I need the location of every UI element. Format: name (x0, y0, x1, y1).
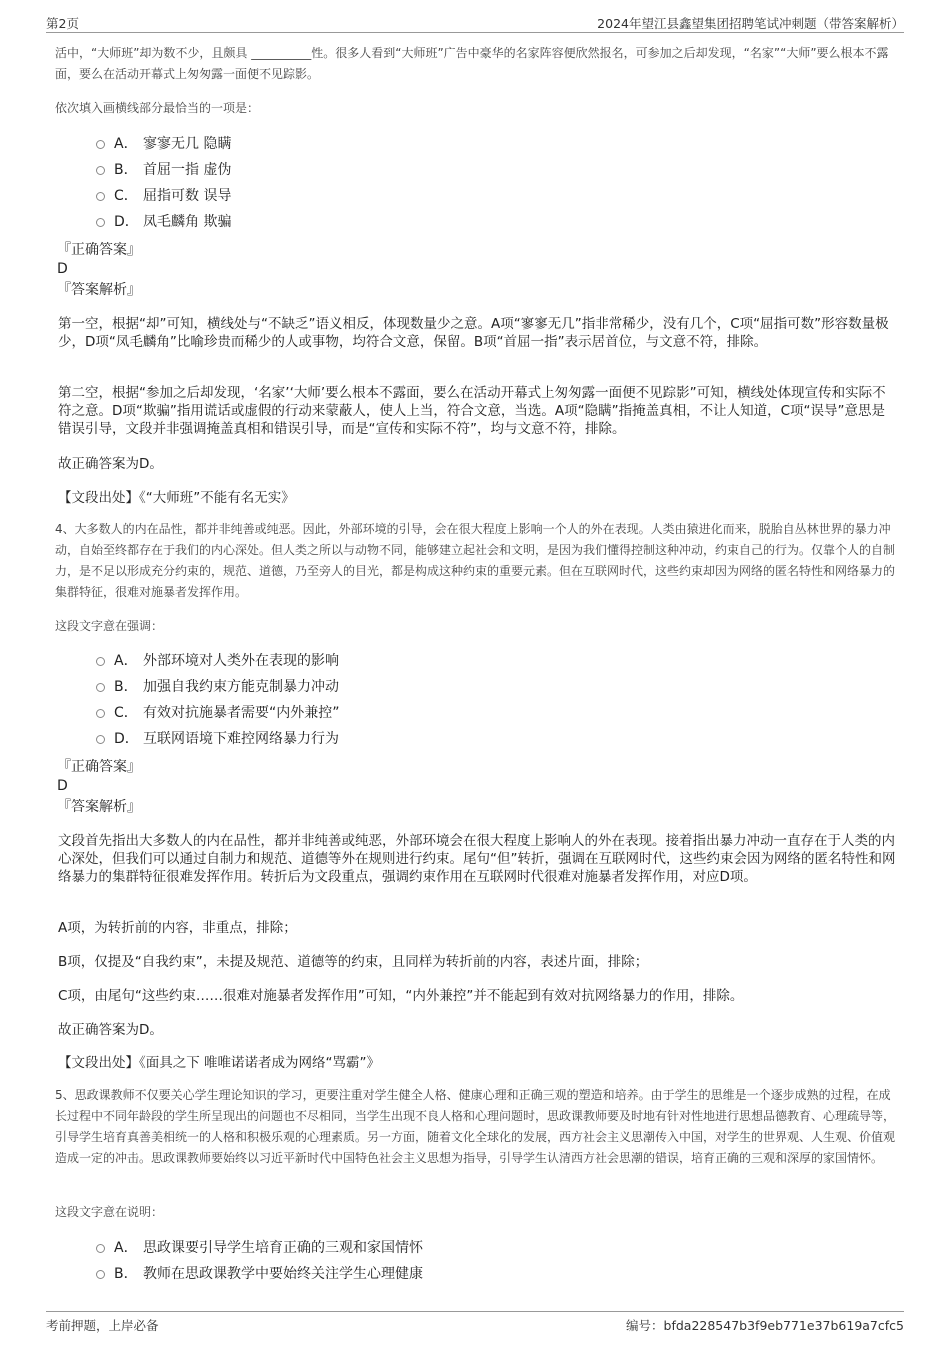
q4-analysis-c: C项，由尾句“这些约束……很难对施暴者发挥作用”可知，“内外兼控”并不能起到有效对抗网络暴力的作用，排除。 (58, 988, 744, 1004)
q4-answer: D (57, 778, 68, 794)
q4-conclusion: 故正确答案为D。 (58, 1022, 163, 1038)
radio-icon[interactable] (96, 709, 105, 718)
radio-icon[interactable] (96, 657, 105, 666)
q3-stem: 活中，“大师班”却为数不少，且颇具 __________性。很多人看到“大师班”广告中豪华的名家阵容便欣然报名，可参加之后却发现，“名家”“大师”要么根本不露面，要么在活动开幕式上匆匆露一面便不见踪影。 (55, 46, 889, 81)
q3-option-a[interactable]: A． 寥寥无几 隐瞒 (96, 134, 231, 154)
q5-prompt: 这段文字意在说明： (55, 1205, 164, 1219)
q3-prompt: 依次填入画横线部分最恰当的一项是： (55, 101, 260, 115)
q3-answer-label: 『正确答案』 (57, 242, 141, 258)
document-id: 编号：bfda228547b3f9eb771e37b619a7cfc5 (626, 1318, 904, 1333)
radio-icon[interactable] (96, 735, 105, 744)
q4-analysis-1: 文段首先指出大多数人的内在品性，都并非纯善或纯恶，外部环境会在很大程度上影响人的外在表现。接着指出暴力冲动一直存在于人类的内心深处，但我们可以通过自制力和规范、道德等外在规则进行约束。尾句“但”转折，强调在互联网时代，这些约束会因为网络的匿名特性和网络暴力的集群特征很难发挥作用。转折后为文段重点，强调约束作用在互联网时代很难对施暴者发挥作用，对应D项。 (58, 833, 896, 885)
q4-option-c[interactable]: C． 有效对抗施暴者需要“内外兼控” (96, 703, 340, 723)
q4-prompt: 这段文字意在强调： (55, 619, 164, 633)
q3-analysis-1: 第一空，根据“却”可知，横线处与“不缺乏”语义相反，体现数量少之意。A项“寥寥无几”指非常稀少，没有几个，C项“屈指可数”形容数量极少，D项“凤毛麟角”比喻珍贵而稀少的人或事物，均符合文意，保留。B项“首屈一指”表示居首位，与文意不符，排除。 (58, 316, 889, 350)
q4-source: 【文段出处】《面具之下 唯唯诺诺者成为网络“骂霸”》 (58, 1055, 381, 1071)
q3-option-d[interactable]: D． 凤毛麟角 欺骗 (96, 212, 231, 232)
q4-option-b[interactable]: B． 加强自我约束方能克制暴力冲动 (96, 677, 339, 697)
radio-icon[interactable] (96, 166, 105, 175)
radio-icon[interactable] (96, 140, 105, 149)
q4-option-a[interactable]: A． 外部环境对人类外在表现的影响 (96, 651, 339, 671)
radio-icon[interactable] (96, 192, 105, 201)
page-header (46, 12, 904, 33)
page-footer (46, 1311, 904, 1334)
radio-icon[interactable] (96, 218, 105, 227)
q5-option-a[interactable]: A． 思政课要引导学生培育正确的三观和家国情怀 (96, 1238, 423, 1258)
q3-answer: D (57, 261, 68, 277)
q3-analysis-label: 『答案解析』 (57, 282, 141, 298)
page-number: 第2页 (46, 16, 79, 31)
footer-slogan: 考前押题，上岸必备 (46, 1318, 159, 1333)
q3-option-b[interactable]: B． 首屈一指 虚伪 (96, 160, 231, 180)
q5-option-b[interactable]: B． 教师在思政课教学中要始终关注学生心理健康 (96, 1264, 423, 1284)
q4-option-d[interactable]: D． 互联网语境下难控网络暴力行为 (96, 729, 339, 749)
q3-analysis-2: 第二空，根据“参加之后却发现，‘名家’‘大师’要么根本不露面，要么在活动开幕式上匆匆露一面便不见踪影”可知，横线处体现宣传和实际不符之意。D项“欺骗”指用谎话或虚假的行动来蒙蔽人，使人上当，符合文意，当选。A项“隐瞒”指掩盖真相，不让人知道，C项“误导”意思是错误引导，文段并非强调掩盖真相和错误引导，而是“宣传和实际不符”，均与文意不符，排除。 (58, 385, 886, 437)
q4-analysis-b: B项，仅提及“自我约束”，未提及规范、道德等的约束，且同样为转折前的内容，表述片面，排除； (58, 954, 649, 970)
q3-source: 【文段出处】《“大师班”不能有名无实》 (58, 490, 295, 506)
q3-conclusion: 故正确答案为D。 (58, 456, 163, 472)
radio-icon[interactable] (96, 1270, 105, 1279)
radio-icon[interactable] (96, 1244, 105, 1253)
document-title: 2024年望江县鑫望集团招聘笔试冲刺题（带答案解析） (597, 16, 904, 31)
q4-analysis-label: 『答案解析』 (57, 799, 141, 815)
q4-answer-label: 『正确答案』 (57, 759, 141, 775)
q4-analysis-a: A项，为转折前的内容，非重点，排除； (58, 920, 297, 936)
q3-option-c[interactable]: C． 屈指可数 误导 (96, 186, 231, 206)
q4-stem: 4、大多数人的内在品性，都并非纯善或纯恶。因此，外部环境的引导，会在很大程度上影响一个人的外在表现。人类由猿进化而来，脱胎自丛林世界的暴力冲动，自始至终都存在于我们的内心深处。但人类之所以与动物不同，能够建立起社会和文明，是因为我们懂得控制这种冲动，约束自己的行为。仅靠个人的自制力，是不足以形成充分约束的，规范、道德，乃至旁人的目光，都是构成这种约束的重要元素。但在互联网时代，这些约束却因为网络的匿名特性和网络暴力的集群特征，很难对施暴者发挥作用。 (55, 522, 896, 599)
q5-stem: 5、思政课教师不仅要关心学生理论知识的学习，更要注重对学生健全人格、健康心理和正确三观的塑造和培养。由于学生的思维是一个逐步成熟的过程，在成长过程中不同年龄段的学生所呈现出的问题也不尽相同，当学生出现不良人格和心理问题时，思政课教师要及时地有针对性地进行思想品德教育、心理疏导等，引导学生培育真善美相统一的人格和积极乐观的心理素质。另一方面，随着文化全球化的发展，西方社会主义思潮传入中国，对学生的世界观、人生观、价值观造成一定的冲击。思政课教师要始终以习近平新时代中国特色社会主义思想为指导，引导学生认清西方社会思潮的错误，培育正确的三观和深厚的家国情怀。 (55, 1088, 896, 1165)
radio-icon[interactable] (96, 683, 105, 692)
